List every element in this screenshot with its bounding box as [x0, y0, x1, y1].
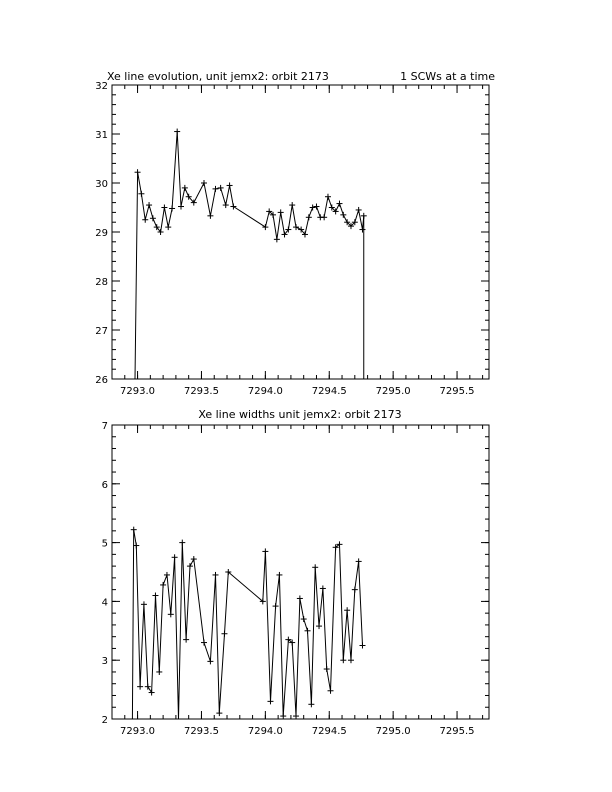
bottom-data-point [137, 684, 143, 690]
x-tick-label: 7293.5 [183, 386, 219, 397]
y-tick-label: 31 [95, 130, 108, 141]
top-data-point [169, 205, 175, 211]
bottom-data-point [305, 628, 311, 634]
top-data-point [356, 207, 362, 213]
bottom-data-point [280, 713, 286, 719]
bottom-data-point [276, 572, 282, 578]
top-data-point [359, 227, 365, 233]
x-tick-label: 7295.0 [375, 386, 411, 397]
bottom-data-point [145, 684, 151, 690]
top-data-point [340, 212, 346, 218]
top-data-point [293, 224, 299, 230]
top-series-group [134, 129, 367, 379]
y-tick-label: 26 [95, 375, 108, 386]
top-panel [95, 70, 495, 397]
x-tick-label: 7293.5 [183, 726, 219, 737]
bottom-data-point [308, 701, 314, 707]
top-data-point [361, 213, 367, 219]
bottom-data-point [187, 563, 193, 569]
y-tick-label: 32 [95, 81, 108, 92]
top-data-point [313, 204, 319, 210]
bottom-data-point [133, 543, 139, 549]
top-data-point [336, 201, 342, 207]
top-data-point [142, 217, 148, 223]
y-tick-label: 3 [101, 656, 108, 668]
top-data-point [150, 215, 156, 221]
bottom-data-point [152, 593, 158, 599]
bottom-data-point [213, 572, 219, 578]
bottom-series-group [131, 527, 366, 719]
top-data-point [278, 209, 284, 215]
x-tick-label: 7293.0 [120, 386, 156, 397]
top-data-point [138, 191, 144, 197]
top-data-point [182, 185, 188, 191]
bottom-chart-title: Xe line widths unit jemx2: orbit 2173 [198, 408, 402, 421]
y-tick-label: 30 [95, 179, 108, 190]
bottom-data-point [324, 666, 330, 672]
bottom-data-point [262, 548, 268, 554]
bottom-data-point [201, 640, 207, 646]
bottom-data-point [179, 540, 185, 546]
top-data-point [207, 213, 213, 219]
top-data-point [135, 169, 141, 175]
bottom-data-point [131, 527, 137, 533]
top-data-point [325, 194, 331, 200]
bottom-data-point [320, 585, 326, 591]
top-data-point [213, 186, 219, 192]
top-plot-frame [112, 85, 489, 379]
x-tick-label: 7294.5 [311, 726, 347, 737]
top-data-point [161, 205, 167, 211]
top-data-point [146, 202, 152, 208]
top-chart-title: Xe line evolution, unit jemx2: orbit 2173 [107, 70, 329, 83]
bottom-data-point [352, 587, 358, 593]
bottom-panel [102, 408, 489, 737]
top-data-point [274, 236, 280, 242]
top-data-point [289, 202, 295, 208]
y-tick-label: 27 [95, 326, 108, 337]
x-tick-label: 7295.0 [375, 726, 411, 737]
top-data-point [262, 224, 268, 230]
top-data-point [227, 182, 233, 188]
bottom-plot-frame [112, 425, 489, 719]
bottom-data-point [172, 554, 178, 560]
bottom-data-point [293, 713, 299, 719]
y-tick-label: 5 [101, 538, 108, 550]
y-tick-label: 6 [101, 479, 108, 491]
bottom-data-point [149, 690, 155, 696]
x-tick-label: 7295.5 [439, 726, 475, 737]
top-data-point [321, 214, 327, 220]
top-axis-labels [95, 81, 474, 397]
top-data-point [218, 185, 224, 191]
bottom-data-point [273, 603, 279, 609]
bottom-data-point [168, 611, 174, 617]
top-chart-subtitle: 1 SCWs at a time [400, 70, 495, 83]
y-tick-label: 28 [95, 277, 108, 288]
y-tick-label: 4 [101, 597, 108, 609]
bottom-data-point [183, 637, 189, 643]
bottom-data-point [191, 556, 197, 562]
bottom-data-point [359, 643, 365, 649]
bottom-data-point [164, 572, 170, 578]
bottom-data-point [221, 631, 227, 637]
top-data-point [178, 204, 184, 210]
x-tick-label: 7294.5 [311, 386, 347, 397]
bottom-axis-ticks [112, 425, 489, 719]
top-data-point [223, 202, 229, 208]
bottom-data-point [316, 623, 322, 629]
bottom-data-point [312, 564, 318, 570]
bottom-data-point [348, 657, 354, 663]
bottom-axis-labels [102, 421, 475, 737]
bottom-data-point [340, 657, 346, 663]
top-data-point [310, 205, 316, 211]
y-tick-label: 7 [101, 421, 108, 432]
top-data-point [201, 180, 207, 186]
bottom-data-point [328, 688, 334, 694]
bottom-data-point [207, 658, 213, 664]
top-data-point [306, 214, 312, 220]
bottom-data-point [160, 582, 166, 588]
bottom-data-point [141, 601, 147, 607]
bottom-data-point [301, 616, 307, 622]
y-tick-label: 29 [95, 228, 108, 239]
top-data-point [165, 224, 171, 230]
bottom-data-point [156, 669, 162, 675]
x-tick-label: 7295.5 [439, 386, 475, 397]
top-data-point [230, 204, 236, 210]
top-series-line [135, 132, 364, 380]
x-tick-label: 7293.0 [120, 726, 156, 737]
x-tick-label: 7294.0 [247, 386, 283, 397]
y-tick-label: 2 [101, 715, 108, 726]
bottom-data-point [267, 698, 273, 704]
bottom-data-point [356, 558, 362, 564]
top-data-point [174, 129, 180, 135]
top-axis-ticks [112, 85, 489, 379]
bottom-data-point [344, 607, 350, 613]
bottom-data-point [297, 595, 303, 601]
bottom-data-point [216, 710, 222, 716]
x-tick-label: 7294.0 [247, 726, 283, 737]
